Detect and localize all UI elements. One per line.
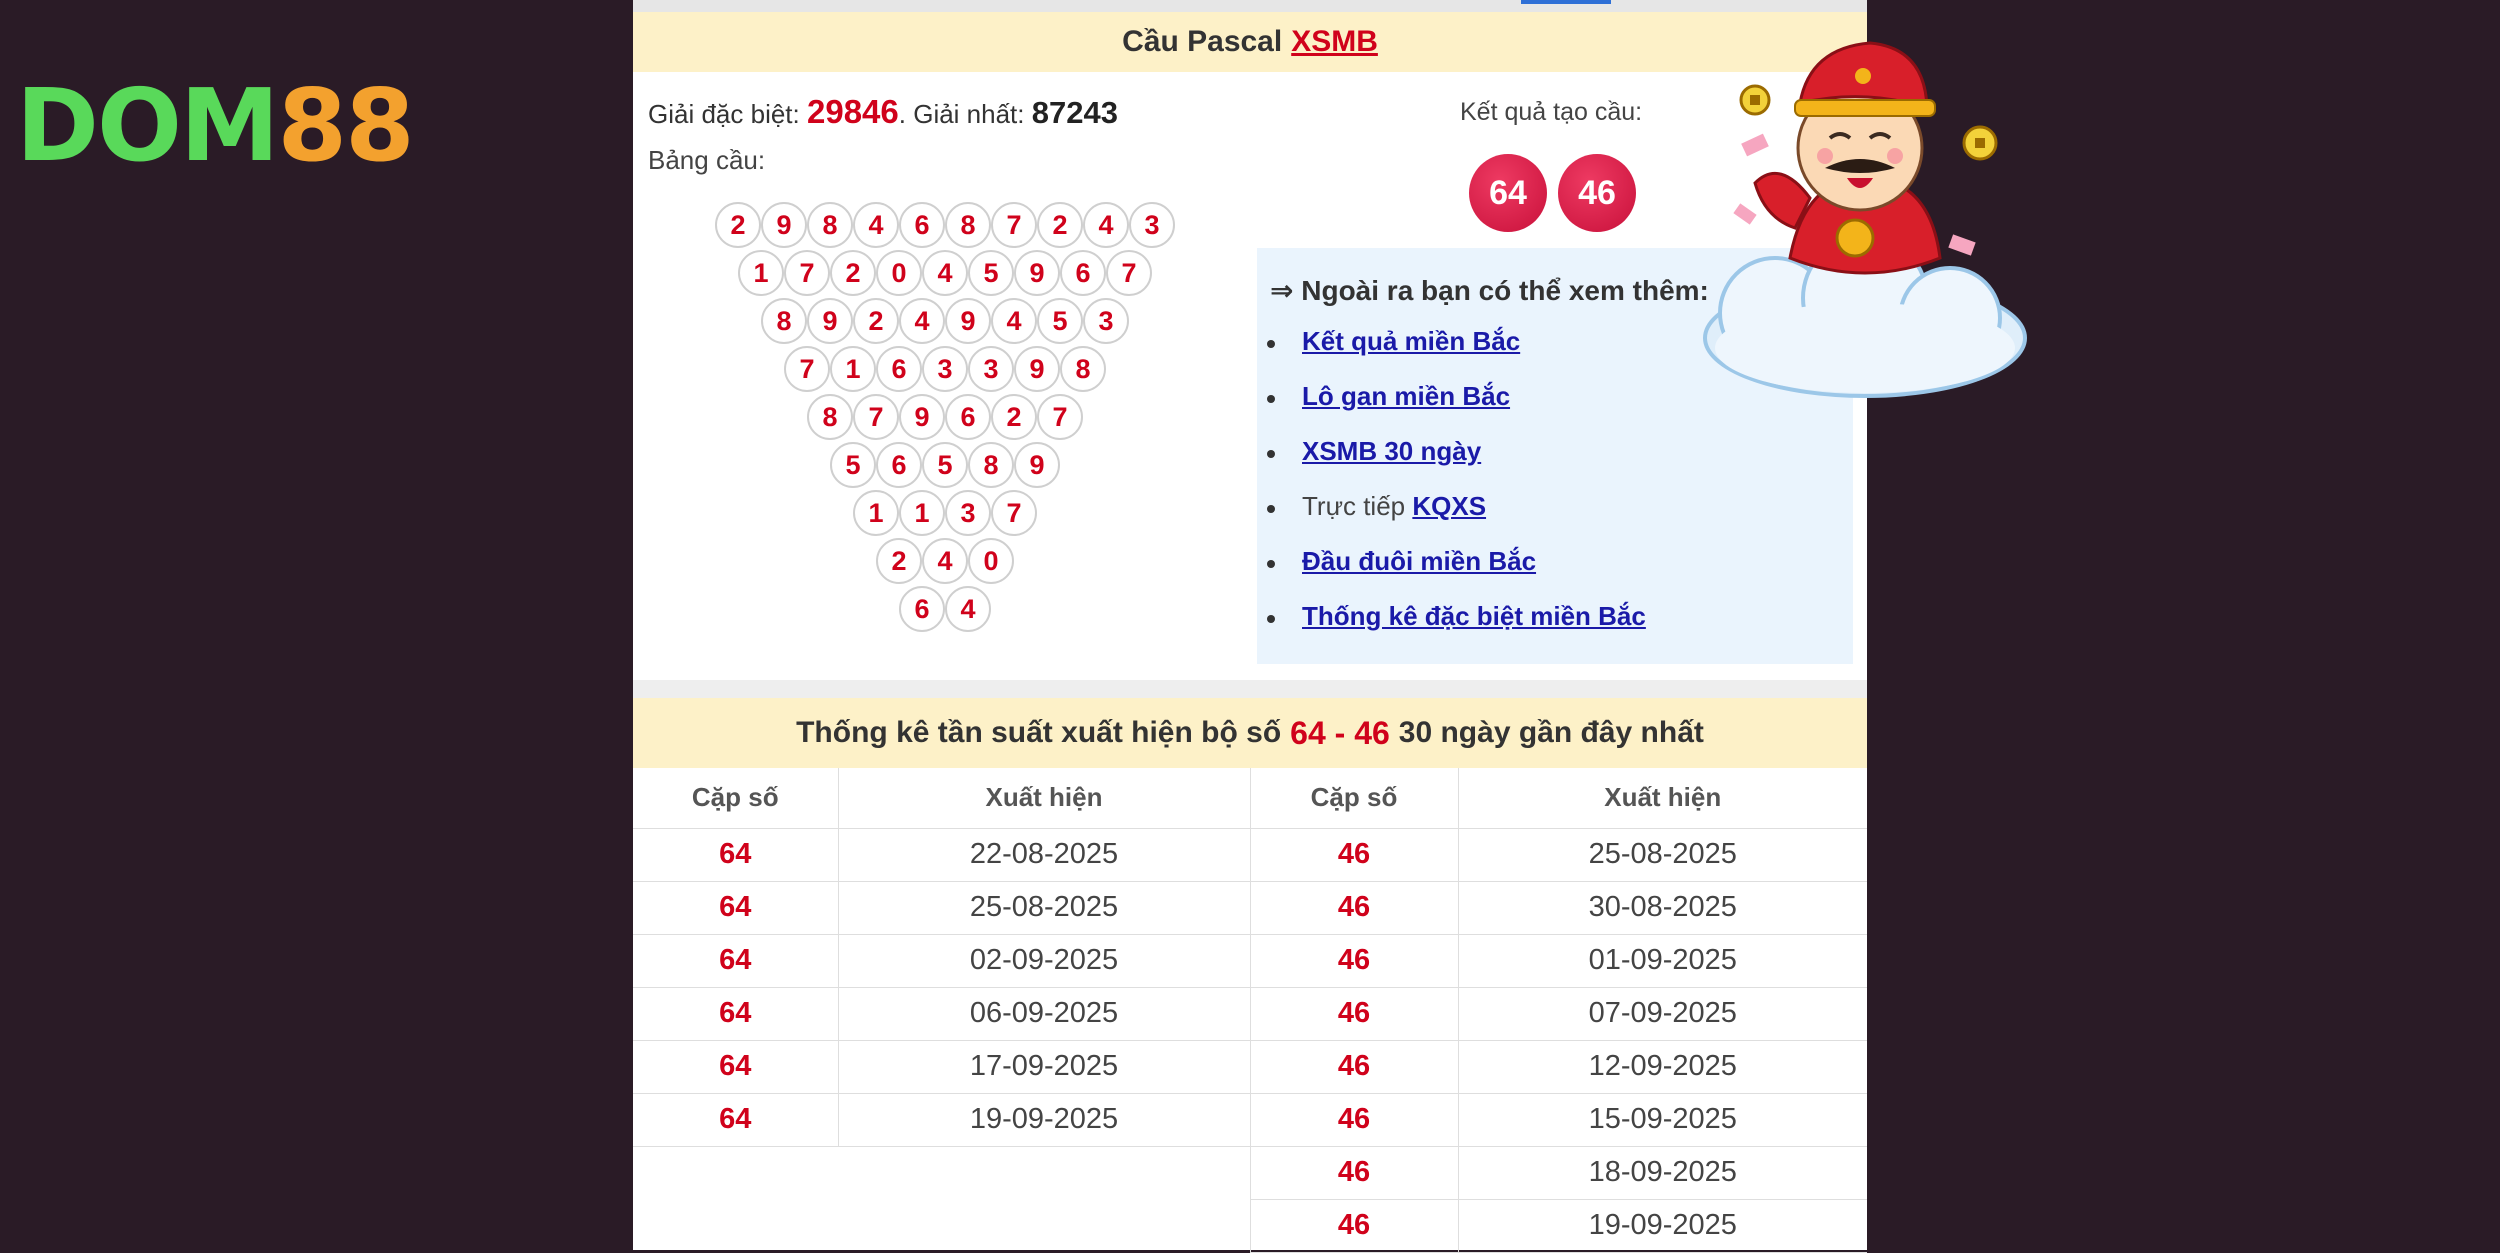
pair-cell: 46 [1250,828,1458,881]
pair-cell: 46 [1250,1199,1458,1252]
pascal-cell: 3 [945,490,991,536]
see-more-link[interactable]: Kết quả miền Bắc [1302,326,1521,356]
pascal-cell: 4 [991,298,1037,344]
empty-cell [633,1199,838,1252]
pascal-cell: 6 [876,346,922,392]
see-more-title: ⇒ Ngoài ra bạn có thể xem thêm: [1270,275,1709,306]
pascal-cell: 6 [899,202,945,248]
pascal-cell: 9 [807,298,853,344]
result-label: Kết quả tạo cầu: [1460,98,1643,126]
frequency-title-pair: 64 - 46 [1290,714,1390,751]
pascal-cell: 4 [922,538,968,584]
pascal-cell: 8 [807,202,853,248]
pair-cell: 64 [633,1040,838,1093]
pascal-cell: 9 [1014,250,1060,296]
date-cell: 15-09-2025 [1458,1093,1867,1146]
table-row [633,987,1867,1040]
pascal-cell: 2 [876,538,922,584]
pascal-cell: 1 [899,490,945,536]
table-row [633,934,1867,987]
logo-text-dom: DOM [16,67,278,184]
pascal-cell: 5 [968,250,1014,296]
pascal-cell: 8 [761,298,807,344]
special-prize-value: 29846 [806,93,899,130]
table-row [633,881,1867,934]
brand-logo [16,67,446,184]
pascal-cell: 7 [991,490,1037,536]
pascal-cell: 7 [784,250,830,296]
pascal-cell: 4 [922,250,968,296]
see-more-item [1257,381,1646,436]
pascal-cell: 5 [1037,298,1083,344]
content-panel [633,0,1867,1250]
pascal-cell: 4 [899,298,945,344]
see-more-link[interactable]: Lô gan miền Bắc [1302,381,1511,411]
top-strip [633,0,1867,12]
pascal-cell: 2 [991,394,1037,440]
date-cell: 19-09-2025 [838,1093,1250,1146]
date-cell: 12-09-2025 [1458,1040,1867,1093]
date-cell: 01-09-2025 [1458,934,1867,987]
pascal-row [807,394,1083,440]
pair-cell: 46 [1250,1093,1458,1146]
pascal-cell: 7 [1037,394,1083,440]
pair-cell: 64 [633,828,838,881]
pascal-cell: 7 [853,394,899,440]
first-prize-value: 87243 [1031,95,1118,130]
pascal-cell: 6 [1060,250,1106,296]
date-cell: 18-09-2025 [1458,1146,1867,1199]
date-cell: 25-08-2025 [838,881,1250,934]
pascal-cell: 3 [1129,202,1175,248]
pair-cell: 64 [633,881,838,934]
see-more-item [1257,326,1646,381]
date-cell: 02-09-2025 [838,934,1250,987]
date-cell: 30-08-2025 [1458,881,1867,934]
pascal-row [761,298,1129,344]
pascal-cell: 5 [922,442,968,488]
pascal-table-label: Bảng cầu: [648,145,766,175]
see-more-prefix: Trực tiếp [1302,491,1413,521]
col-header-date-left: Xuất hiện [838,768,1250,828]
see-more-list [1257,326,1646,656]
empty-cell [838,1199,1250,1252]
col-header-pair-right: Cặp số [1250,768,1458,828]
prize-sep: . [898,99,906,129]
pascal-row [738,250,1152,296]
table-row [633,1040,1867,1093]
pascal-cell: 4 [853,202,899,248]
pascal-row [830,442,1060,488]
pascal-row [853,490,1037,536]
pascal-cell: 0 [968,538,1014,584]
first-prize-label: Giải nhất: [913,99,1025,129]
pascal-cell: 9 [945,298,991,344]
pascal-cell: 2 [715,202,761,248]
pascal-cell: 8 [1060,346,1106,392]
pair-cell: 46 [1250,987,1458,1040]
frequency-table [633,768,1867,1253]
pascal-cell: 9 [761,202,807,248]
pascal-cell: 7 [1106,250,1152,296]
pascal-cell: 9 [1014,442,1060,488]
pascal-row [876,538,1014,584]
section-divider [633,680,1867,698]
pair-cell: 64 [633,934,838,987]
pascal-cell: 0 [876,250,922,296]
empty-cell [838,1146,1250,1199]
pair-cell: 46 [1250,1146,1458,1199]
date-cell: 17-09-2025 [838,1040,1250,1093]
pascal-cell: 1 [830,346,876,392]
result-ball: 46 [1558,154,1636,232]
col-header-date-right: Xuất hiện [1458,768,1867,828]
pascal-cell: 4 [945,586,991,632]
date-cell: 19-09-2025 [1458,1199,1867,1252]
mascot-image [1695,28,2040,413]
see-more-item [1257,436,1646,491]
empty-cell [633,1146,838,1199]
result-ball: 64 [1469,154,1547,232]
pascal-cell: 6 [899,586,945,632]
date-cell: 22-08-2025 [838,828,1250,881]
pascal-cell: 3 [1083,298,1129,344]
pair-cell: 64 [633,987,838,1040]
frequency-table-body [633,828,1867,1252]
pascal-cell: 2 [853,298,899,344]
xsmb-link[interactable]: XSMB [1291,25,1378,58]
table-row [633,828,1867,881]
pair-cell: 46 [1250,1040,1458,1093]
table-row [633,1146,1867,1199]
see-more-item [1257,546,1646,601]
pascal-cell: 3 [922,346,968,392]
col-header-pair-left: Cặp số [633,768,838,828]
pascal-row [784,346,1106,392]
pascal-cell: 7 [991,202,1037,248]
pascal-cell: 8 [945,202,991,248]
pascal-cell: 5 [830,442,876,488]
table-row [633,1199,1867,1252]
card-title [633,12,1867,72]
see-more-link[interactable]: KQXS [1412,491,1487,521]
see-more-link[interactable]: XSMB 30 ngày [1302,436,1482,466]
see-more-item [1257,491,1646,546]
date-cell: 07-09-2025 [1458,987,1867,1040]
pascal-cell: 1 [853,490,899,536]
frequency-title-after: 30 ngày gần đây nhất [1398,716,1704,749]
frequency-title-before: Thống kê tần suất xuất hiện bộ số [796,716,1282,749]
card-title-text: Cầu Pascal [1122,25,1283,58]
pascal-cell: 1 [738,250,784,296]
active-tab-indicator [1521,0,1611,4]
date-cell: 25-08-2025 [1458,828,1867,881]
frequency-title [633,698,1867,768]
pascal-cell: 2 [830,250,876,296]
pascal-row [899,586,991,632]
see-more-item [1257,601,1646,656]
table-row [633,1093,1867,1146]
pascal-cell: 2 [1037,202,1083,248]
pair-cell: 46 [1250,934,1458,987]
special-prize-label: Giải đặc biệt: [648,99,800,129]
table-header-row [633,768,1867,828]
pascal-cell: 9 [899,394,945,440]
pascal-cell: 9 [1014,346,1060,392]
pair-cell: 46 [1250,881,1458,934]
pascal-row [715,202,1175,248]
pascal-cell: 6 [945,394,991,440]
pascal-cell: 8 [968,442,1014,488]
pascal-cell: 7 [784,346,830,392]
see-more-link[interactable]: Thống kê đặc biệt miền Bắc [1302,601,1646,631]
logo-text-88: 88 [277,67,413,184]
pascal-cell: 3 [968,346,1014,392]
pair-cell: 64 [633,1093,838,1146]
see-more-link[interactable]: Đầu đuôi miền Bắc [1302,546,1537,576]
date-cell: 06-09-2025 [838,987,1250,1040]
pascal-cell: 4 [1083,202,1129,248]
prize-line [648,93,1118,131]
pascal-cell: 8 [807,394,853,440]
pascal-cell: 6 [876,442,922,488]
